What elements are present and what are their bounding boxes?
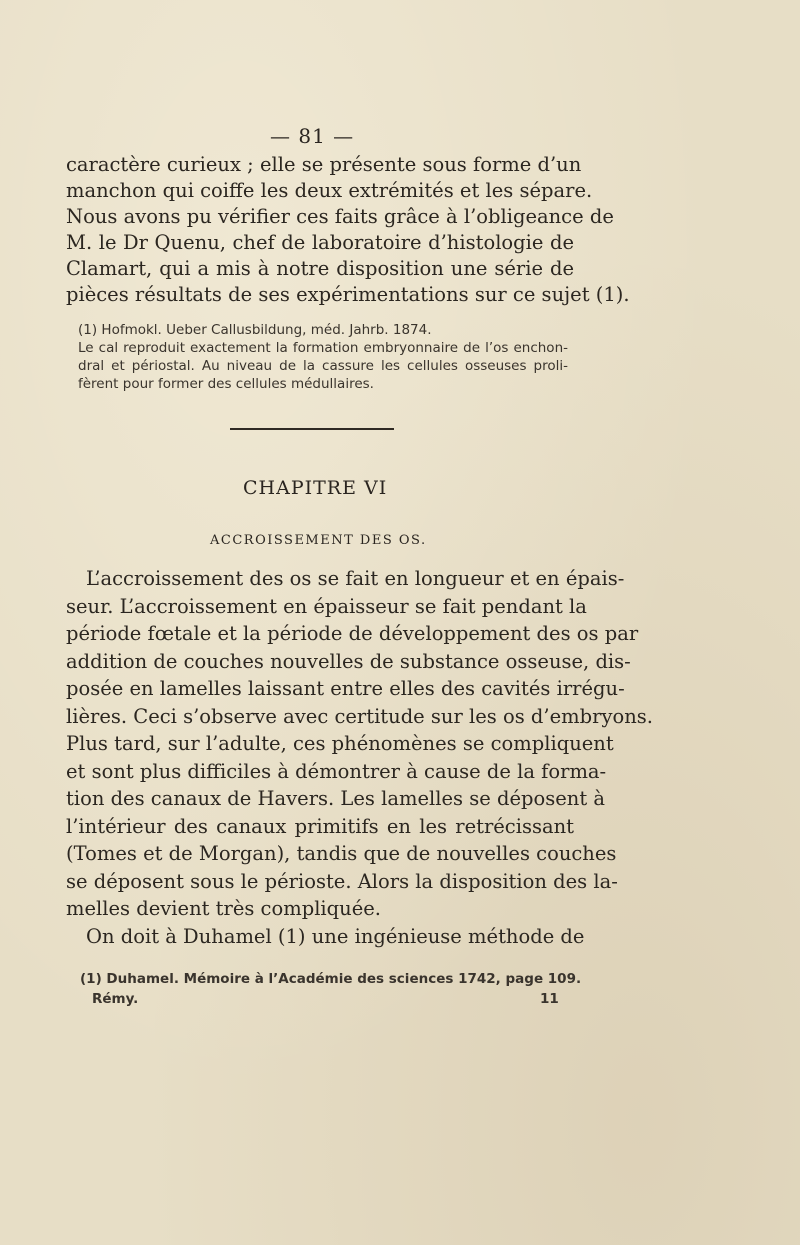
signature-author: Rémy. <box>92 991 139 1007</box>
footnote-line: Le cal reproduit exactement la formation embryonnaire de l’os enchon- <box>78 340 568 356</box>
bottom-footnote: (1) Duhamel. Mémoire à l’Académie des sciences 1742, page 109. <box>80 971 582 987</box>
text-line: et sont plus difficiles à démontrer à cause de la forma- <box>66 759 607 783</box>
top-paragraph <box>66 152 630 308</box>
text-line: seur. L’accroissement en épaisseur se fait pendant la <box>66 594 587 618</box>
text-line: se déposent sous le périoste. Alors la disposition des la- <box>66 869 618 893</box>
text-line: M. le Dr Quenu, chef de laboratoire d’histologie de <box>66 231 574 254</box>
section-title: ACCROISSEMENT DES OS. <box>210 533 427 548</box>
footnote-line: fèrent pour former des cellules médullaires. <box>78 376 374 392</box>
text-line: L’accroissement des os se fait en longueur et en épais- <box>86 567 625 590</box>
text-line: addition de couches nouvelles de substance osseuse, dis- <box>66 649 631 673</box>
top-footnote <box>78 321 568 393</box>
text-line: manchon qui coiffe les deux extrémités et les sépare. <box>66 179 593 202</box>
text-line: Nous avons pu vérifier ces faits grâce à l’obligeance de <box>66 205 614 228</box>
text-line: Clamart, qui a mis à notre disposition une série de <box>66 257 574 280</box>
text-line: Plus tard, sur l’adulte, ces phénomènes se compliquent <box>66 732 614 755</box>
page-number: — 81 — <box>270 124 355 148</box>
text-line: l’intérieur des canaux primitifs en les retrécissant <box>66 814 574 838</box>
footnote-line: dral et périostal. Au niveau de la cassure les cellules osseuses proli- <box>78 358 568 374</box>
text-line: pièces résultats de ses expérimentations sur ce sujet (1). <box>66 283 630 306</box>
text-line: posée en lamelles laissant entre elles des cavités irrégu- <box>66 677 625 700</box>
text-line: melles devient très compliquée. <box>66 897 381 920</box>
text-line: On doit à Duhamel (1) une ingénieuse méthode de <box>86 924 585 948</box>
signature-number: 11 <box>540 991 559 1007</box>
footnote-line: (1) Hofmokl. Ueber Callusbildung, méd. Jahrb. 1874. <box>78 322 432 338</box>
main-paragraph <box>66 565 653 950</box>
text-line: lières. Ceci s’observe avec certitude sur les os d’embryons. <box>66 704 653 728</box>
chapter-title: CHAPITRE VI <box>243 477 388 499</box>
text-line: caractère curieux ; elle se présente sous forme d’un <box>66 153 582 176</box>
text-line: (Tomes et de Morgan), tandis que de nouvelles couches <box>66 842 617 865</box>
text-line: période fœtale et la période de développement des os par <box>66 622 639 645</box>
text-line: tion des canaux de Havers. Les lamelles se déposent à <box>66 787 605 810</box>
section-separator <box>230 428 394 430</box>
